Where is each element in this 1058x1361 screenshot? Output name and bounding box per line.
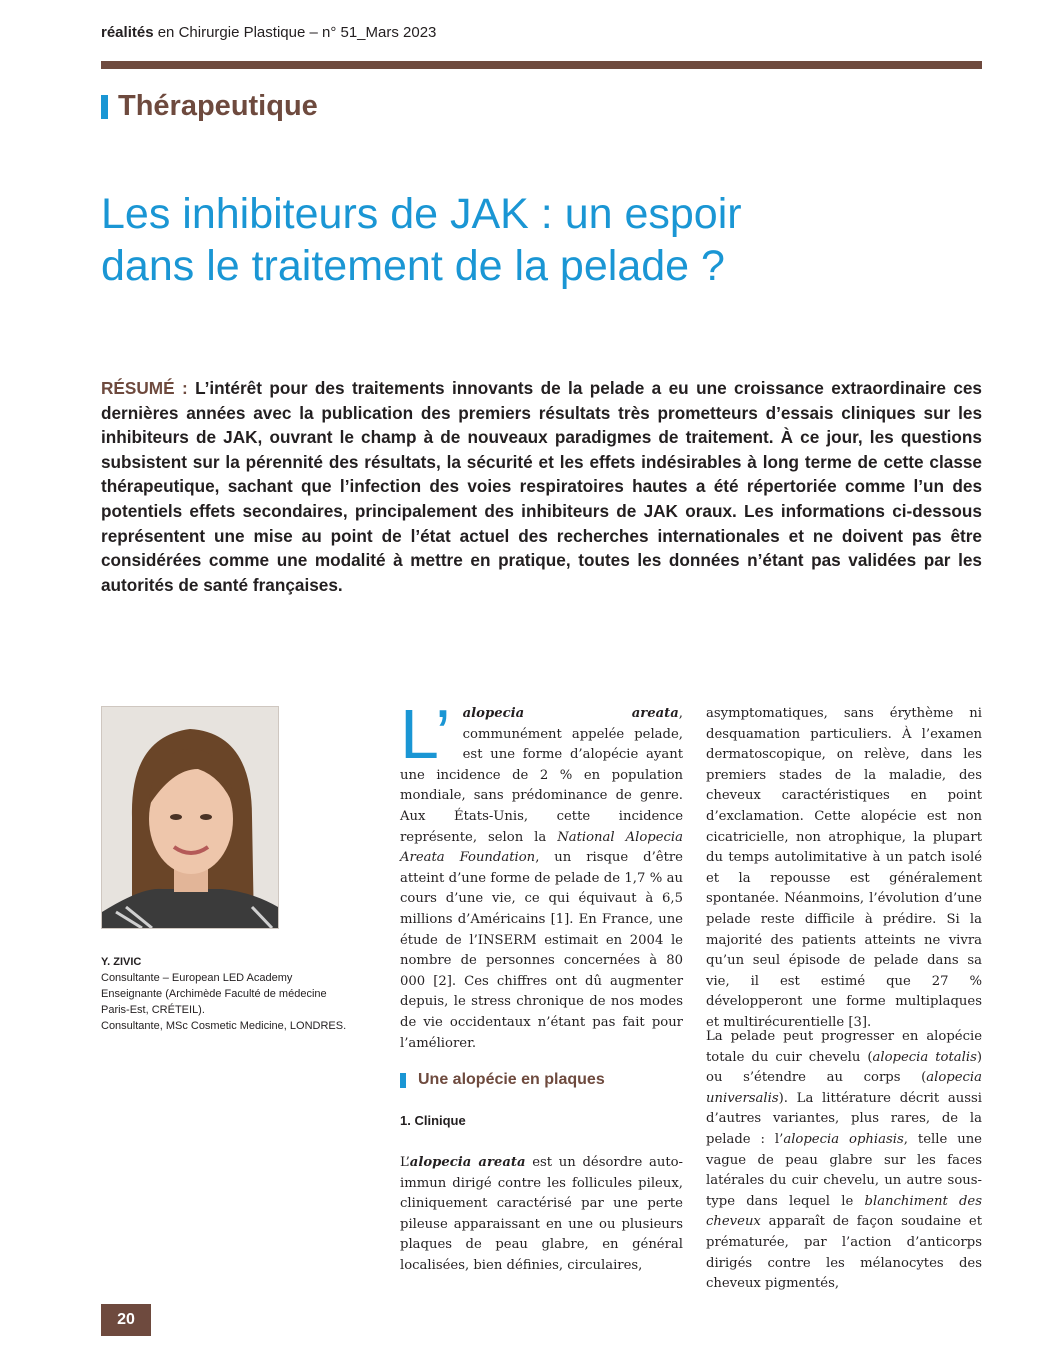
abstract-text: L’intérêt pour des traitements innovants de la pelade a eu une croissance extraordinaire ces dernières années avec la publication des premiers résultats très prometteurs d’essais cliniques sur les inhibiteurs de JAK, ouvrant le champ à de nouveaux paradigmes de traitement. À ce jour, les questions subsistent sur la pérennité des résultats, la sécurité et les effets indésirables à long terme de cette classe thérapeutique, sachant que l’infection des voies respiratoires hautes a été répertoriée comme l’un des potentiels effets secondaires, principalement des inhibiteurs de JAK oraux. Les informations ci-dessous représentent une mise au point de l’état actuel des recherches internationales et ne doivent pas être considérées comme une modalité à mettre en pratique, toutes les données n’étant pas validées par les autorités de santé françaises. (101, 378, 982, 595)
subsection-heading (400, 1071, 605, 1089)
abstract-keyword: RÉSUMÉ : (101, 378, 188, 398)
abstract (101, 376, 982, 597)
column-2-paragraph-2: La pelade peut progresser en alopécie totale du cuir chevelu (alopecia totalis) ou s’étendre au corps (alopecia universalis). La littérature décrit aussi d’autres variantes, plus rares, de la pelade : l’alopecia ophiasis, telle une vague de peau glabre sur les faces latérales du cuir chevelu, un autre sous-type dans lequel le blanchiment des cheveux apparaît de façon soudaine et prématurée, par l’action d’anticorps dirigés contre les mélanocytes des cheveux pigmentés, (706, 1029, 982, 1292)
subsubsection-heading: 1. Clinique (400, 1113, 466, 1128)
author-affiliation-1: Consultante – European LED Academy (101, 972, 293, 984)
author-photo (101, 706, 279, 929)
author-name: Y. ZIVIC (101, 956, 142, 968)
intro-paragraph: L’ alopecia areata, communément appelée pelade, est une forme d’alopécie ayant une incidence de 2 % en population mondiale, sans prédominance de genre. Aux États-Unis, cette incidence représente, selon la National Alopecia Areata Foundation, un risque d’être atteint d’une forme de pelade de 1,7 % au cours d’une vie, ce qui équivaut à 6,5 millions d’Américains [1]. En France, une étude de l’INSERM estimait en 2004 le nombre de personnes concernées à 80 000 [2]. Ces chiffres ont dû augmenter depuis, le stress chronique de nos modes de vie occidentaux n’étant pas fait pour l’améliorer. (400, 695, 683, 1051)
body-column-2 (706, 704, 982, 1034)
page-number: 20 (101, 1304, 151, 1336)
body-column-2-continued (706, 1027, 982, 1295)
foundation-name: National Alopecia Areata Foundation (400, 829, 683, 866)
author-affiliation-4: Consultante, MSc Cosmetic Medicine, LONDRES. (101, 1020, 347, 1032)
intro-term: alopecia areata (462, 706, 679, 721)
journal-header (101, 24, 436, 41)
journal-issue: en Chirurgie Plastique – n° 51_Mars 2023 (153, 24, 437, 41)
drop-cap: L’ (400, 695, 451, 773)
section-label: Thérapeutique (118, 90, 318, 122)
column-2-paragraph-1: asymptomatiques, sans érythème ni desquamation particuliers. À l’examen dermatoscopique, on relève, dans les premiers stades de la maladie, des cheveux caractéristiques en point d’exclamation. Cette alopécie est non cicatricielle, non atrophique, la plupart du temps autolimitative à un patch isolé et la repousse est généralement spontanée. Néanmoins, l’évolution d’une pelade reste difficile à prédire. Si la majorité des patients atteints ne vivra qu’un seul épisode de pelade dans sa vie, il est estimé que 27 % développeront une forme multiplaques et multirécurentielle [3]. (706, 706, 982, 1030)
header-rule (101, 61, 982, 69)
section-marker (101, 95, 108, 119)
journal-name: réalités (101, 24, 154, 41)
clinical-paragraph: L’alopecia areata est un désordre auto-immun dirigé contre les follicules pileux, cliniquement caractérisé par une perte pileuse apparaissant en une ou plusieurs plaques de peau glabre, en général localisées, bien définies, circulaires, (400, 1155, 684, 1273)
subsection-marker (400, 1073, 406, 1088)
title-line-1: Les inhibiteurs de JAK : un espoir (101, 190, 742, 238)
body-column-1-continued (400, 1153, 683, 1277)
title-line-2: dans le traitement de la pelade ? (101, 242, 725, 290)
body-column-1 (400, 695, 683, 1054)
author-affiliation-2: Enseignante (Archimède Faculté de médecine (101, 988, 327, 1000)
author-info (101, 954, 371, 1034)
subsection-label: Une alopécie en plaques (418, 1071, 605, 1088)
section-heading (101, 90, 318, 123)
author-affiliation-3: Paris-Est, CRÉTEIL). (101, 1004, 205, 1016)
article-title (101, 188, 981, 292)
